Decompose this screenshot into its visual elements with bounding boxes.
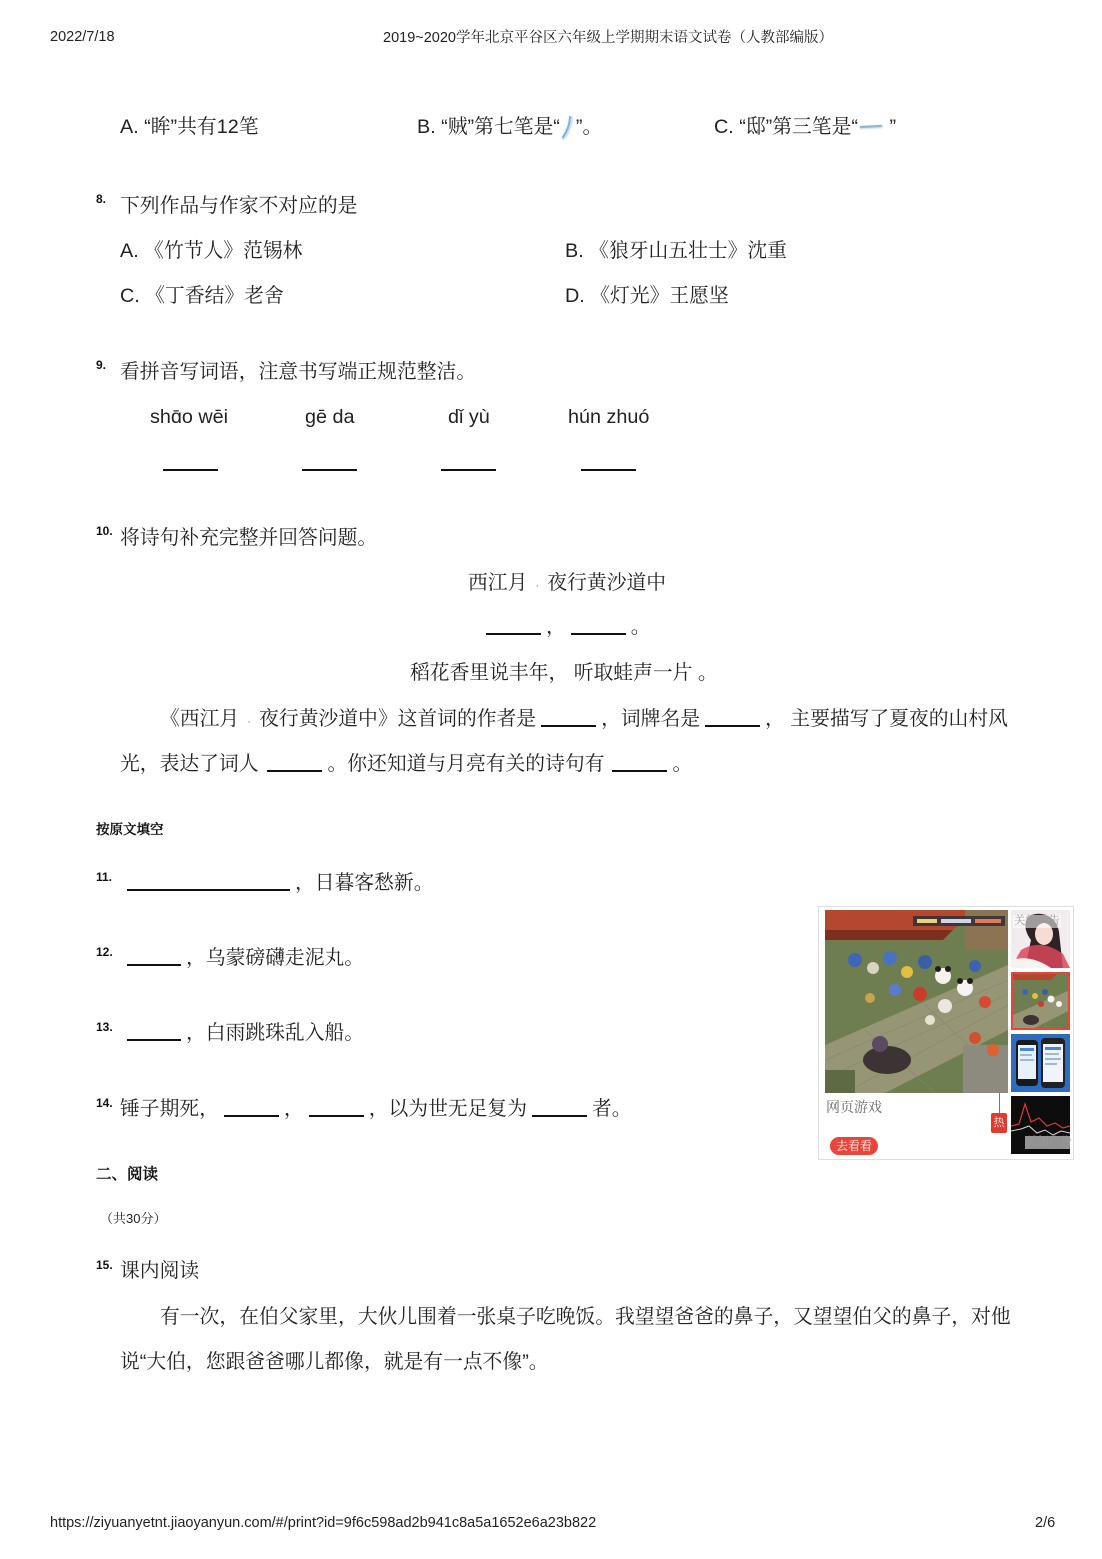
q7-option-b-text: B. “贼”第七笔是“ — [417, 116, 560, 138]
choice-option-c: C. 《丁香结》老舍 — [120, 285, 284, 307]
paragraph-text: 夜行黄沙道中》这首词的作者是 — [259, 708, 537, 730]
page-url: https://ziyuanyetnt.jiaoyanyun.com/#/print?id=9f6c598ad2b941c8a5a1652e6a23b822 — [50, 1515, 597, 1531]
poem-title — [468, 571, 666, 597]
paragraph-text: 《西江月 — [160, 708, 240, 730]
fill-in-line — [127, 946, 364, 970]
punctuation-period: 。 — [630, 616, 651, 638]
answer-blank — [127, 1023, 181, 1041]
passage-line: 有一次，在伯父家里，大伙儿围着一张桌子吃晚饭。我望望爸爸的鼻子，又望望伯父的鼻子，对他 — [160, 1306, 1011, 1328]
answer-blank — [486, 617, 541, 635]
question-number: 10. — [96, 524, 113, 538]
paragraph-text: ， 主要描写了夏夜的山村风 — [765, 708, 1008, 730]
paragraph-text: 。 — [672, 753, 693, 775]
fill-in-line — [120, 1097, 632, 1121]
paragraph-text: ，词牌名是 — [601, 708, 701, 730]
poem-title-name: 夜行黄沙道中 — [547, 572, 667, 594]
q7-option-a: A. “眸”共有12笔 — [120, 116, 259, 138]
answer-blank — [127, 948, 181, 966]
answer-blank — [612, 754, 667, 772]
question-stem: 下列作品与作家不对应的是 — [120, 195, 358, 217]
choice-option-d: D. 《灯光》王愿坚 — [565, 285, 729, 307]
punctuation-comma: ， — [546, 616, 566, 638]
answer-blank — [163, 469, 218, 471]
advertisement — [818, 906, 1074, 1160]
fill-in-text: ，白雨跳珠乱入船。 — [186, 1022, 365, 1044]
q7-option-b-close: ”。 — [575, 116, 603, 138]
ad-label: 网页游戏 — [826, 1099, 882, 1115]
poem-title-separator: · — [535, 578, 540, 592]
fill-in-line — [127, 871, 433, 895]
question-stem: 将诗句补充完整并回答问题。 — [120, 527, 378, 549]
question-paragraph-line — [120, 752, 692, 776]
print-date: 2022/7/18 — [50, 29, 115, 45]
pie-stroke-icon — [560, 115, 576, 141]
pinyin-prompt: dǐ yù — [448, 406, 490, 428]
choice-option-a: A. 《竹节人》范锡林 — [120, 240, 303, 262]
heng-stroke-icon — [858, 122, 884, 132]
page-number: 2/6 — [1035, 1515, 1056, 1531]
hot-tag-badge: 热 — [991, 1113, 1007, 1133]
q7-option-c-text: C. “邸”第三笔是“ — [714, 116, 858, 138]
pinyin-prompt: shɑ̄o wēi — [150, 406, 229, 428]
ad-thumbnail-selected[interactable] — [1011, 972, 1070, 1030]
ad-view-button[interactable]: 去看看 — [830, 1137, 878, 1155]
fill-in-text: ，乌蒙磅礴走泥丸。 — [186, 947, 365, 969]
document-title: 2019~2020学年北京平谷区六年级上学期期末语文试卷（人教部编版） — [383, 30, 833, 46]
paragraph-text: 。你还知道与月亮有关的诗句有 — [327, 753, 605, 775]
poem-title-separator: · — [247, 714, 252, 728]
answer-blank — [581, 469, 636, 471]
fill-in-text: ， — [283, 1098, 304, 1120]
answer-blank — [302, 469, 357, 471]
close-ad-button[interactable]: 关闭广告 — [1026, 1136, 1072, 1148]
poem-fill-line — [486, 615, 651, 639]
question-number: 13. — [96, 1020, 113, 1034]
question-number: 9. — [96, 358, 107, 372]
question-number: 8. — [96, 192, 107, 206]
q7-option-b — [417, 115, 602, 141]
question-number: 11. — [96, 870, 113, 884]
question-number: 12. — [96, 945, 113, 959]
section-heading: 二、阅读 — [96, 1166, 159, 1183]
question-number: 15. — [96, 1258, 113, 1272]
answer-blank — [309, 1099, 364, 1117]
ad-thumbnail[interactable] — [1011, 1034, 1070, 1092]
answer-blank — [571, 617, 626, 635]
answer-blank — [127, 873, 290, 891]
fill-in-text: 锤子期死， — [120, 1098, 219, 1120]
answer-blank — [224, 1099, 279, 1117]
section-heading: 按原文填空 — [96, 822, 164, 837]
hot-tag-string — [999, 1093, 1000, 1114]
answer-blank — [532, 1099, 587, 1117]
pinyin-prompt: gē da — [305, 406, 355, 428]
question-paragraph-line — [160, 707, 1008, 733]
answer-blank — [705, 709, 760, 727]
fill-in-text: ，以为世无足复为 — [368, 1098, 527, 1120]
answer-blank — [441, 469, 496, 471]
choice-option-b: B. 《狼牙山五壮士》沈重 — [565, 240, 787, 262]
pinyin-prompt: hún zhuó — [568, 406, 650, 428]
section-score: （共30分） — [100, 1211, 167, 1226]
fill-in-text: 者。 — [591, 1098, 632, 1120]
fill-in-line — [127, 1021, 364, 1045]
question-number: 14. — [96, 1096, 113, 1110]
answer-blank — [541, 709, 596, 727]
q7-option-c-close: ” — [883, 116, 897, 138]
ad-main-image[interactable] — [825, 910, 1008, 1093]
passage-line: 说“大伯，您跟爸爸哪儿都像，就是有一点不像”。 — [120, 1351, 549, 1373]
question-stem: 看拼音写词语，注意书写端正规范整洁。 — [120, 361, 477, 383]
answer-blank — [267, 754, 322, 772]
poem-title-tune: 西江月 — [468, 572, 528, 594]
fill-in-text: ，日暮客愁新。 — [295, 872, 434, 894]
q7-option-c — [714, 115, 896, 139]
poem-line: 稻花香里说丰年， 听取蛙声一片 。 — [410, 662, 718, 684]
close-ad-button[interactable]: 关闭广告 — [1014, 915, 1060, 927]
question-stem: 课内阅读 — [120, 1260, 200, 1282]
paragraph-text: 光，表达了词人 — [120, 753, 259, 775]
